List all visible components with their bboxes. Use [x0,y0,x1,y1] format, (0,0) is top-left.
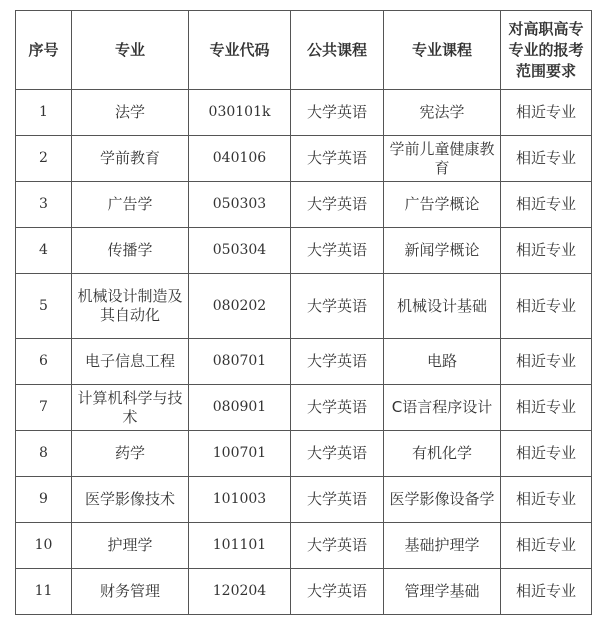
header-seq: 序号 [16,11,72,90]
cell-code: 080901 [189,385,291,431]
cell-major: 财务管理 [72,569,189,615]
cell-major: 法学 [72,90,189,136]
cell-requirement: 相近专业 [501,569,592,615]
cell-requirement: 相近专业 [501,274,592,339]
cell-seq: 5 [16,274,72,339]
cell-public-course: 大学英语 [291,569,384,615]
table-row [16,477,592,523]
cell-major-course: 机械设计基础 [384,274,501,339]
cell-major-course: C语言程序设计 [384,385,501,431]
cell-major: 广告学 [72,182,189,228]
cell-public-course: 大学英语 [291,339,384,385]
cell-seq: 4 [16,228,72,274]
cell-public-course: 大学英语 [291,431,384,477]
cell-public-course: 大学英语 [291,477,384,523]
cell-public-course: 大学英语 [291,182,384,228]
cell-code: 101101 [189,523,291,569]
cell-major: 学前教育 [72,136,189,182]
cell-major-course: 管理学基础 [384,569,501,615]
cell-code: 050303 [189,182,291,228]
cell-major-course: 基础护理学 [384,523,501,569]
cell-seq: 11 [16,569,72,615]
cell-code: 040106 [189,136,291,182]
cell-seq: 3 [16,182,72,228]
cell-seq: 10 [16,523,72,569]
cell-requirement: 相近专业 [501,228,592,274]
cell-major-course: 宪法学 [384,90,501,136]
cell-major: 计算机科学与技术 [72,385,189,431]
table-row [16,90,592,136]
table-header-row [16,11,592,90]
cell-major: 机械设计制造及其自动化 [72,274,189,339]
cell-seq: 6 [16,339,72,385]
cell-requirement: 相近专业 [501,385,592,431]
cell-requirement: 相近专业 [501,136,592,182]
header-major-code: 专业代码 [189,11,291,90]
cell-seq: 7 [16,385,72,431]
cell-public-course: 大学英语 [291,90,384,136]
cell-public-course: 大学英语 [291,136,384,182]
table-row [16,182,592,228]
cell-public-course: 大学英语 [291,523,384,569]
cell-major: 电子信息工程 [72,339,189,385]
cell-major-course: 新闻学概论 [384,228,501,274]
cell-code: 050304 [189,228,291,274]
cell-major-course: 广告学概论 [384,182,501,228]
cell-major-course: 有机化学 [384,431,501,477]
major-course-table [15,10,592,615]
cell-requirement: 相近专业 [501,477,592,523]
cell-code: 080202 [189,274,291,339]
cell-code: 101003 [189,477,291,523]
header-major-course: 专业课程 [384,11,501,90]
cell-requirement: 相近专业 [501,90,592,136]
table-row [16,228,592,274]
cell-public-course: 大学英语 [291,228,384,274]
cell-seq: 2 [16,136,72,182]
cell-major: 药学 [72,431,189,477]
header-public-course: 公共课程 [291,11,384,90]
cell-requirement: 相近专业 [501,431,592,477]
table-row [16,339,592,385]
cell-major-course: 医学影像设备学 [384,477,501,523]
cell-major-course: 电路 [384,339,501,385]
cell-major: 护理学 [72,523,189,569]
cell-major-course: 学前儿童健康教育 [384,136,501,182]
cell-seq: 8 [16,431,72,477]
cell-seq: 1 [16,90,72,136]
table-row [16,523,592,569]
cell-code: 030101k [189,90,291,136]
cell-major: 医学影像技术 [72,477,189,523]
table-row [16,431,592,477]
cell-public-course: 大学英语 [291,385,384,431]
cell-requirement: 相近专业 [501,523,592,569]
header-requirement: 对高职高专专业的报考范围要求 [501,11,592,90]
table-row [16,136,592,182]
header-major: 专业 [72,11,189,90]
cell-major: 传播学 [72,228,189,274]
cell-seq: 9 [16,477,72,523]
cell-requirement: 相近专业 [501,182,592,228]
document-body [15,10,592,615]
table-row [16,569,592,615]
cell-code: 100701 [189,431,291,477]
cell-requirement: 相近专业 [501,339,592,385]
cell-public-course: 大学英语 [291,274,384,339]
cell-code: 080701 [189,339,291,385]
table-row [16,274,592,339]
cell-code: 120204 [189,569,291,615]
table-row [16,385,592,431]
